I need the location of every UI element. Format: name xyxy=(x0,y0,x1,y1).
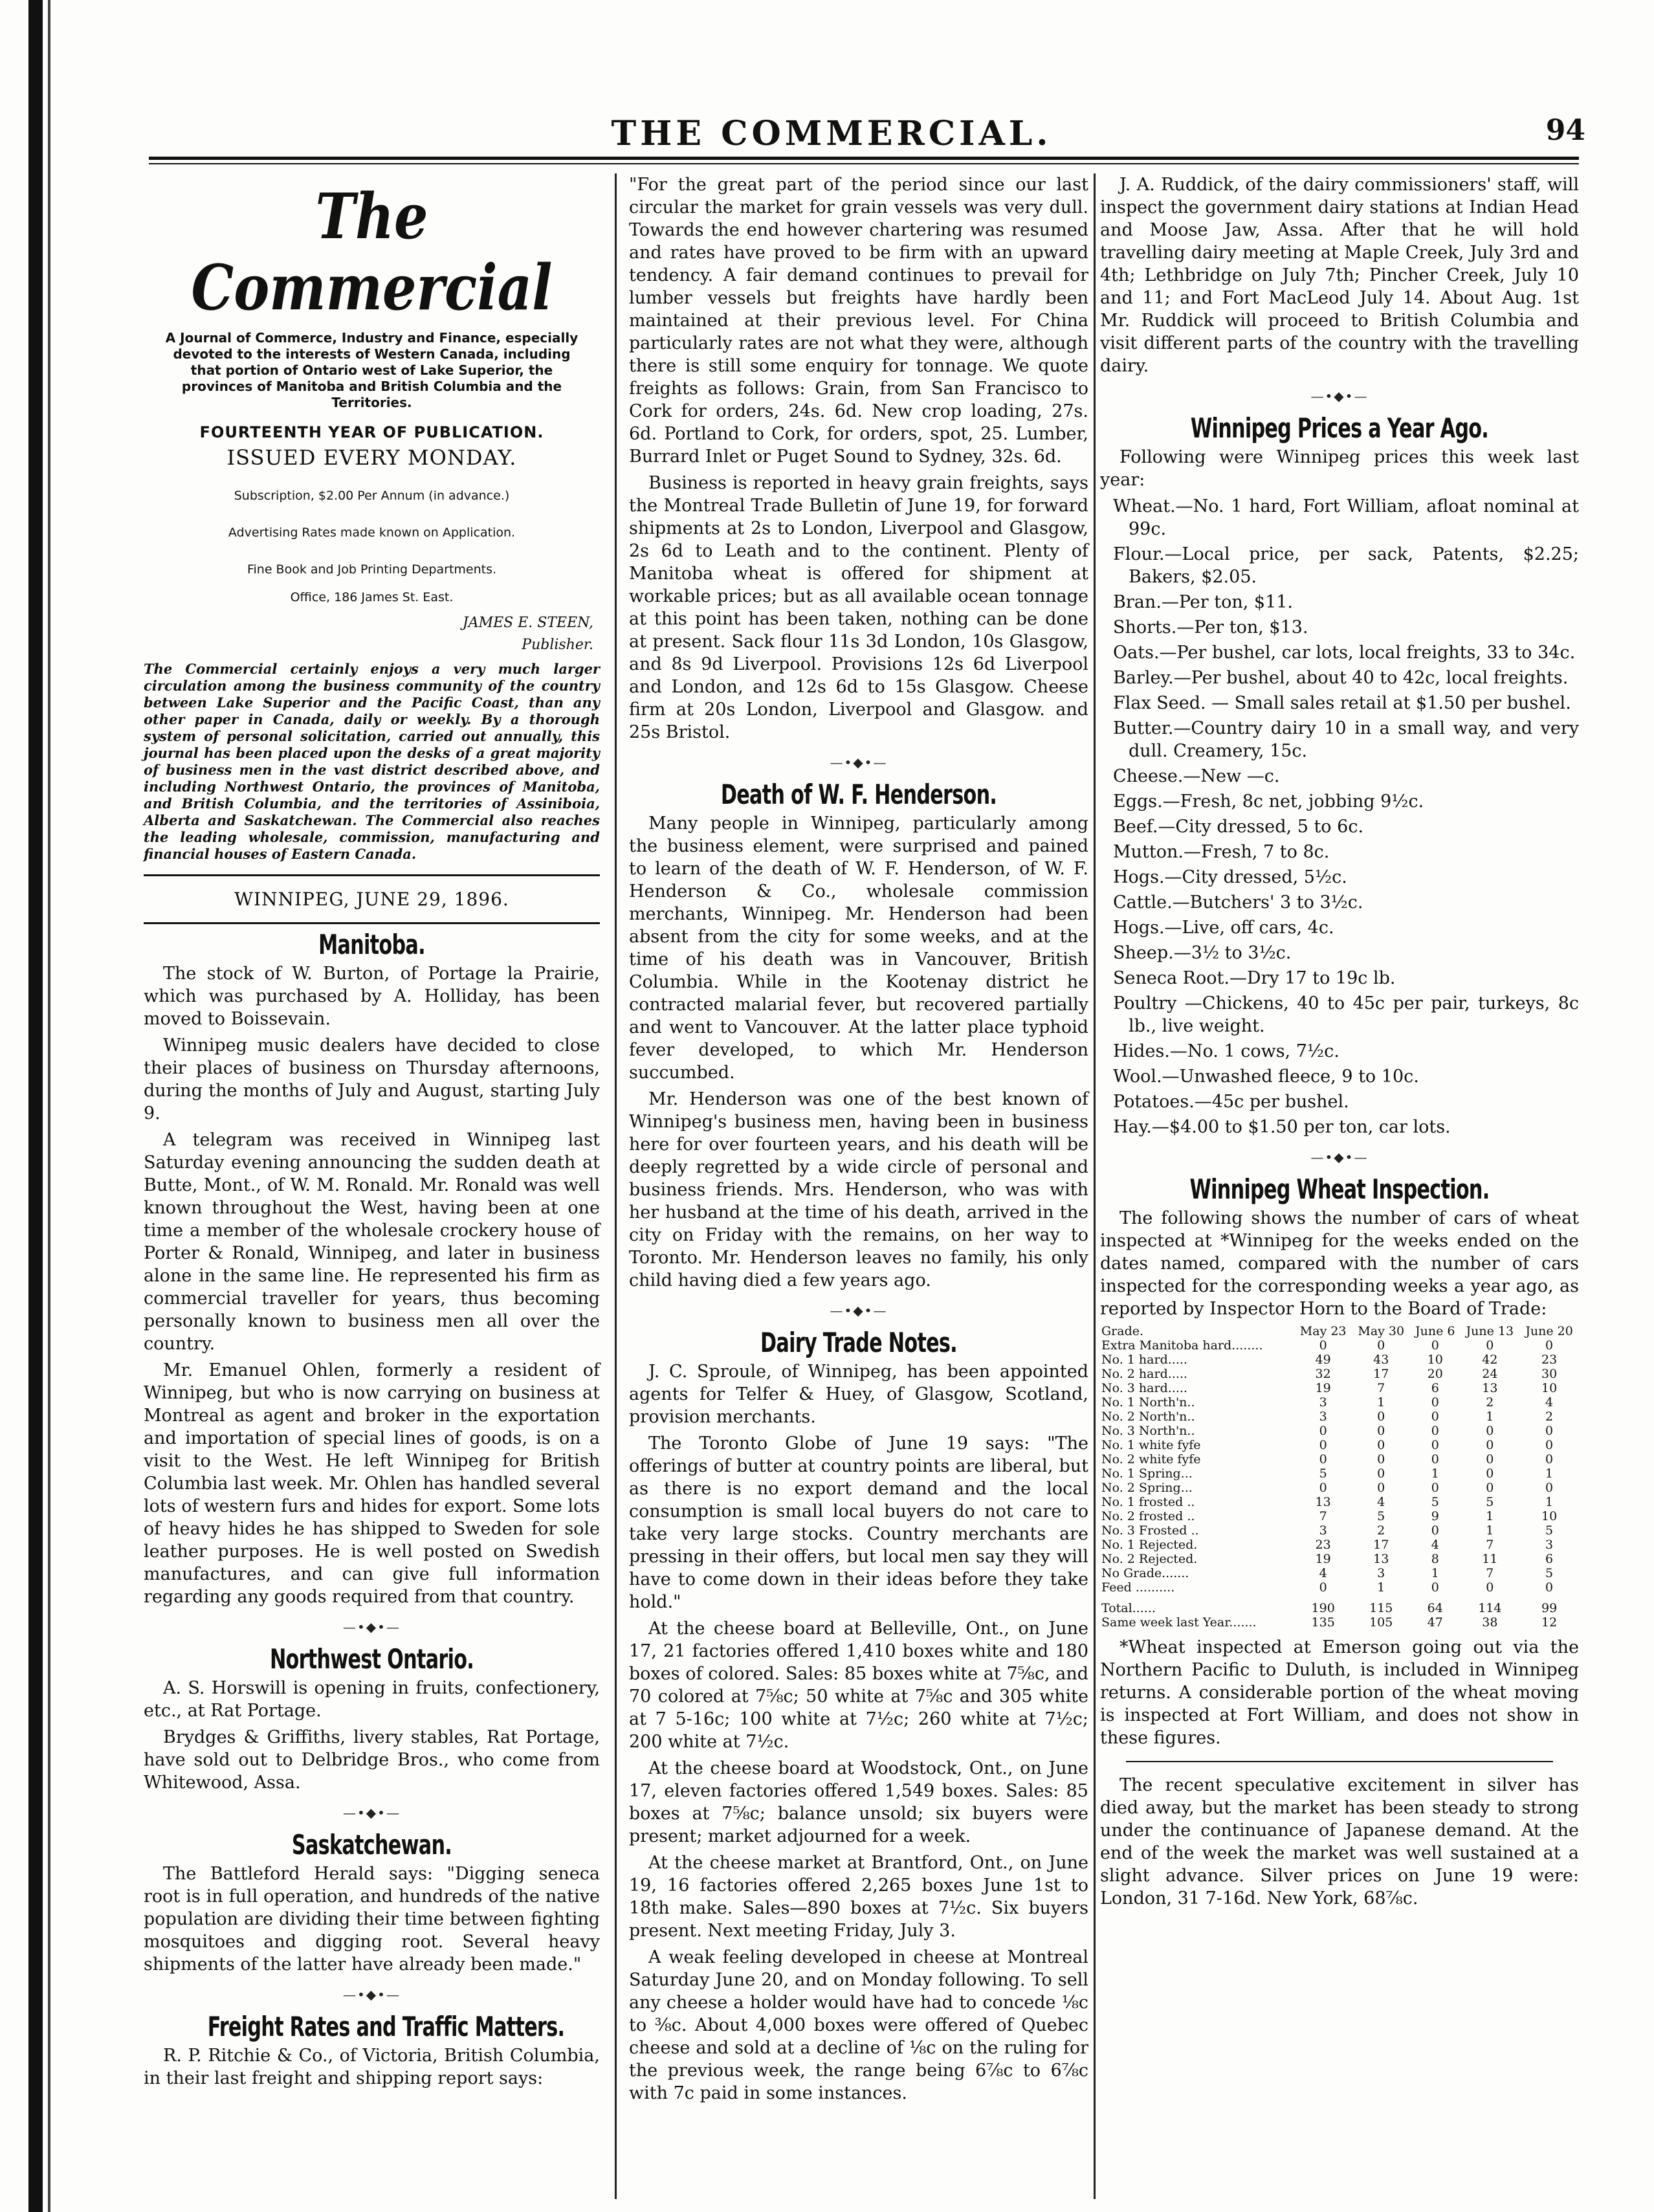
count-cell: 0 xyxy=(1319,1438,1327,1452)
grade-cell: No. 2 Spring... xyxy=(1101,1481,1193,1495)
total-cell: 114 xyxy=(1478,1601,1502,1615)
count-cell: 0 xyxy=(1486,1424,1494,1438)
grade-cell: No. 1 white fyfe xyxy=(1101,1438,1201,1452)
grade-cell: No. 1 Rejected. xyxy=(1101,1538,1198,1552)
masthead-printing: Fine Book and Job Printing Departments. xyxy=(247,562,497,577)
prices-heading: Winnipeg Prices a Year Ago. xyxy=(1190,412,1489,444)
table-row xyxy=(1100,1481,1579,1495)
manitoba-heading: Manitoba. xyxy=(318,929,425,960)
price-item: Cattle.—Butchers' 3 to 3½c. xyxy=(1113,892,1363,912)
count-cell: 0 xyxy=(1545,1438,1554,1452)
table-row xyxy=(1100,1538,1579,1552)
column-1 xyxy=(144,173,600,2094)
table-row xyxy=(1100,1381,1579,1395)
table-row xyxy=(1100,1395,1579,1410)
northwest-heading: Northwest Ontario. xyxy=(269,1643,474,1675)
count-cell: 2 xyxy=(1486,1395,1494,1410)
dairy-p4: At the cheese board at Woodstock, Ont., on June 17, eleven factories offered 1,549 boxes. Sales: 85 boxes at 7⅝c; balance unsold; six buyers were present; market adjourned for a week. xyxy=(629,1758,1088,1846)
section-separator: —•◆•— xyxy=(830,755,888,770)
death-heading: Death of W. F. Henderson. xyxy=(720,779,997,810)
count-cell: 5 xyxy=(1431,1495,1439,1509)
count-cell: 5 xyxy=(1545,1566,1554,1580)
count-cell: 0 xyxy=(1545,1481,1554,1495)
count-cell: 0 xyxy=(1545,1424,1554,1438)
total-cell: 190 xyxy=(1311,1601,1335,1615)
count-cell: 1 xyxy=(1545,1495,1554,1509)
count-cell: 0 xyxy=(1431,1410,1439,1424)
count-cell: 0 xyxy=(1319,1338,1327,1353)
table-row xyxy=(1100,1509,1579,1523)
count-cell: 0 xyxy=(1431,1580,1439,1595)
count-cell: 0 xyxy=(1377,1466,1385,1481)
total-label: Total...... xyxy=(1101,1601,1156,1615)
grade-cell: No. 3 hard..... xyxy=(1101,1381,1187,1395)
price-item: Wheat.—No. 1 hard, Fort William, afloat nominal at 99c. xyxy=(1113,496,1579,539)
count-cell: 32 xyxy=(1315,1367,1331,1381)
count-cell: 1 xyxy=(1431,1466,1439,1481)
dateline-rule xyxy=(144,922,600,924)
count-cell: 0 xyxy=(1377,1438,1385,1452)
table-row xyxy=(1100,1353,1579,1367)
last-year-cell: 105 xyxy=(1369,1615,1393,1630)
saskatchewan-p1: The Battleford Herald says: "Digging seneca root is in full operation, and hundreds of the native population are dividing their time between fighting mosquitoes and digging root. Several heavy shipments of the latter have already been made." xyxy=(144,1864,600,1974)
count-cell: 6 xyxy=(1545,1552,1554,1566)
grade-cell: Extra Manitoba hard........ xyxy=(1101,1338,1263,1353)
masthead-notice: The Commercial certainly enjoys a very much larger circulation among the business community of the country between Lake Superior and the Pacific Coast, than any other paper in Canada, daily or weekly. By a thorough system of personal solicitation, carried out annually, this journal has been placed upon the desks of a great majority of business men in the vast district described above, and including Northwest Ontario, the provinces of Manitoba, and British Columbia, and the territories of Assiniboia, Alberta and Saskatchewan. The Commercial also reaches the leading wholesale, commission, manufacturing and financial houses of Eastern Canada. xyxy=(144,661,600,862)
count-cell: 0 xyxy=(1431,1452,1439,1466)
total-cell: 64 xyxy=(1427,1601,1443,1615)
grade-cell: No. 3 Frosted .. xyxy=(1101,1523,1199,1538)
freight-p2: "For the great part of the period since our last circular the market for grain vessels was very dull. Towards the end however chartering was resumed and rates have proved to be firm with an upward tendency. A fair demand continues to prevail for lumber vessels but freights have hardly been maintained at their previous level. For China particularly rates are not what they were, although there is still some enquiry for tonnage. We quote freights as follows: Grain, from San Francisco to Cork for orders, 24s. 6d. New crop loading, 27s. 6d. Portland to Cork, for orders, spot, 25. Lumber, Burrard Inlet or Puget Sound to Sydney, 32s. 6d. xyxy=(629,175,1088,467)
count-cell: 5 xyxy=(1486,1495,1494,1509)
count-cell: 13 xyxy=(1482,1381,1498,1395)
count-cell: 4 xyxy=(1377,1495,1385,1509)
column-2 xyxy=(629,173,1088,2108)
grade-cell: No. 1 North'n.. xyxy=(1101,1395,1195,1410)
count-cell: 5 xyxy=(1545,1523,1554,1538)
count-cell: 3 xyxy=(1377,1566,1385,1580)
count-cell: 43 xyxy=(1373,1353,1389,1367)
price-item: Flax Seed. — Small sales retail at $1.50 per bushel. xyxy=(1113,693,1571,713)
price-item: Bran.—Per ton, $11. xyxy=(1113,592,1294,612)
count-cell: 49 xyxy=(1315,1353,1331,1367)
dairy-p2: The Toronto Globe of June 19 says: "The offerings of butter at country points are liberal, but as there is no export demand and the local consumption is small local buyers do not care to take very large stocks. Country merchants are pressing in their offers, but local men say they will have to come down in their ideas before they take hold." xyxy=(629,1433,1088,1612)
dairy-heading: Dairy Trade Notes. xyxy=(760,1327,957,1358)
count-cell: 3 xyxy=(1545,1538,1554,1552)
masthead-advertising: Advertising Rates made known on Application. xyxy=(228,525,516,540)
saskatchewan-heading: Saskatchewan. xyxy=(291,1829,452,1861)
inspection-column-header: June 6 xyxy=(1415,1324,1455,1338)
table-row xyxy=(1100,1523,1579,1538)
table-row xyxy=(1100,1338,1579,1353)
table-row xyxy=(1100,1552,1579,1566)
count-cell: 7 xyxy=(1486,1538,1494,1552)
count-cell: 3 xyxy=(1319,1523,1327,1538)
inspection-column-header: June 20 xyxy=(1525,1324,1573,1338)
price-item: Mutton.—Fresh, 7 to 8c. xyxy=(1113,842,1330,862)
last-year-row xyxy=(1100,1615,1579,1630)
count-cell: 1 xyxy=(1377,1395,1385,1410)
count-cell: 0 xyxy=(1486,1338,1494,1353)
price-item: Oats.—Per bushel, car lots, local freights, 33 to 34c. xyxy=(1113,643,1576,663)
section-separator: —•◆•— xyxy=(343,1987,401,2002)
count-cell: 17 xyxy=(1373,1367,1389,1381)
price-item: Hides.—No. 1 cows, 7½c. xyxy=(1113,1041,1340,1061)
count-cell: 0 xyxy=(1545,1580,1554,1595)
count-cell: 13 xyxy=(1373,1552,1389,1566)
dairy-p6: A weak feeling developed in cheese at Montreal Saturday June 20, and on Monday following. To sell any cheese a holder would have had to concede ⅛c to ⅜c. About 4,000 boxes were offered of Quebec cheese and sold at a decline of ⅛c on the ruling for the previous week, the range being 6⅞c to 6⅞c with 7c paid in some instances. xyxy=(629,1947,1088,2103)
count-cell: 2 xyxy=(1545,1410,1554,1424)
last-year-label: Same week last Year....... xyxy=(1101,1615,1257,1630)
count-cell: 0 xyxy=(1486,1466,1494,1481)
grade-cell: Feed .......... xyxy=(1101,1580,1175,1595)
dairy-p1: J. C. Sproule, of Winnipeg, has been appointed agents for Telfer & Huey, of Glasgow, Scotland, provision merchants. xyxy=(629,1362,1088,1427)
silver-p1: The recent speculative excitement in silver has died away, but the market has been steady to strong under the continuance of Japanese demand. At the end of the week the market was well sustained at a slight advance. Silver prices on June 19 were: London, 31 7-16d. New York, 68⅞c. xyxy=(1100,1775,1579,1908)
count-cell: 19 xyxy=(1315,1552,1331,1566)
count-cell: 3 xyxy=(1319,1410,1327,1424)
masthead-title: The Commercial xyxy=(191,180,553,324)
grade-cell: No. 2 North'n.. xyxy=(1101,1410,1195,1424)
last-year-cell: 47 xyxy=(1427,1615,1443,1630)
page-spine-edge xyxy=(48,0,50,2212)
last-year-cell: 12 xyxy=(1541,1615,1558,1630)
grade-cell: No. 1 frosted .. xyxy=(1101,1495,1195,1509)
count-cell: 0 xyxy=(1486,1438,1494,1452)
manitoba-p3: A telegram was received in Winnipeg last Saturday evening announcing the sudden death at Butte, Mont., of W. M. Ronald. Mr. Ronald was well known throughout the West, having been at one time a member of the wholesale crockery house of Porter & Ronald, Winnipeg, and later in business alone in the same line. He represented his firm as commercial traveller for years, thus becoming personally known to business men all over the country. xyxy=(144,1130,600,1354)
prices-intro: Following were Winnipeg prices this week last year: xyxy=(1100,447,1579,490)
count-cell: 8 xyxy=(1431,1552,1439,1566)
count-cell: 7 xyxy=(1486,1566,1494,1580)
table-row xyxy=(1100,1566,1579,1580)
table-row xyxy=(1100,1438,1579,1452)
grade-cell: No. 2 frosted .. xyxy=(1101,1509,1195,1523)
inspection-table xyxy=(1100,1324,1579,1630)
count-cell: 4 xyxy=(1545,1395,1554,1410)
count-cell: 0 xyxy=(1377,1481,1385,1495)
count-cell: 0 xyxy=(1486,1481,1494,1495)
masthead-year-line: FOURTEENTH YEAR OF PUBLICATION. xyxy=(199,423,544,441)
table-row xyxy=(1100,1452,1579,1466)
count-cell: 0 xyxy=(1545,1338,1554,1353)
count-cell: 4 xyxy=(1319,1566,1327,1580)
count-cell: 0 xyxy=(1431,1424,1439,1438)
header-rule-thin xyxy=(149,163,1579,164)
total-cell: 99 xyxy=(1541,1601,1558,1615)
masthead-publisher-name: JAMES E. STEEN, xyxy=(462,615,593,631)
section-separator: —•◆•— xyxy=(1310,388,1369,404)
header-rule xyxy=(149,157,1579,160)
newspaper-title: THE COMMERCIAL. xyxy=(611,114,1052,153)
inspection-column-header: May 30 xyxy=(1358,1324,1405,1338)
count-cell: 0 xyxy=(1377,1338,1385,1353)
dairy-p7: J. A. Ruddick, of the dairy commissioners' staff, will inspect the government dairy stations at Indian Head and Moose Jaw, Assa. After that he will hold travelling dairy meeting at Maple Creek, July 3rd and 4th; Lethbridge on July 7th; Pincher Creek, July 10 and 11; and Fort MacLeod July 14. About Aug. 1st Mr. Ruddick will proceed to British Columbia and visit different parts of the country with the travelling dairy. xyxy=(1100,175,1579,376)
total-row xyxy=(1100,1595,1579,1615)
inspection-intro: The following shows the number of cars of wheat inspected at *Winnipeg for the weeks ended on the dates named, compared with the number of cars inspected for the corresponding weeks a year ago, as reported by Inspector Horn to the Board of Trade: xyxy=(1100,1208,1579,1319)
count-cell: 2 xyxy=(1377,1523,1385,1538)
price-item: Beef.—City dressed, 5 to 6c. xyxy=(1113,817,1364,837)
count-cell: 9 xyxy=(1431,1509,1439,1523)
page-spine xyxy=(28,0,43,2212)
prices-list xyxy=(1100,495,1579,1138)
count-cell: 10 xyxy=(1541,1509,1558,1523)
count-cell: 19 xyxy=(1315,1381,1331,1395)
death-p2: Mr. Henderson was one of the best known of Winnipeg's business men, having been in business here for over fourteen years, and his death will be deeply regretted by a wide circle of personal and business friends. Mrs. Henderson, who was with her husband at the time of his death, arrived in the city on Friday with the remains, on her way to Toronto. Mr. Henderson leaves no family, his only child having died a few years ago. xyxy=(629,1089,1088,1290)
count-cell: 0 xyxy=(1431,1481,1439,1495)
column-divider-1 xyxy=(615,173,617,2199)
count-cell: 1 xyxy=(1377,1580,1385,1595)
grade-cell: No. 2 Rejected. xyxy=(1101,1552,1198,1566)
section-separator: —•◆•— xyxy=(830,1303,888,1318)
count-cell: 7 xyxy=(1319,1509,1327,1523)
section-separator: —•◆•— xyxy=(343,1805,401,1820)
price-item: Barley.—Per bushel, about 40 to 42c, local freights. xyxy=(1113,668,1569,688)
grade-cell: No. 1 hard..... xyxy=(1101,1353,1187,1367)
count-cell: 1 xyxy=(1545,1466,1554,1481)
count-cell: 0 xyxy=(1431,1395,1439,1410)
count-cell: 0 xyxy=(1319,1580,1327,1595)
table-row xyxy=(1100,1466,1579,1481)
count-cell: 10 xyxy=(1427,1353,1443,1367)
grade-cell: No. 1 Spring... xyxy=(1101,1466,1193,1481)
masthead-office: Office, 186 James St. East. xyxy=(290,590,454,604)
price-item: Hogs.—City dressed, 5½c. xyxy=(1113,867,1347,887)
price-item: Seneca Root.—Dry 17 to 19c lb. xyxy=(1113,968,1396,988)
northwest-p2: Brydges & Griffiths, livery stables, Rat Portage, have sold out to Delbridge Bros., who come from Whitewood, Assa. xyxy=(144,1727,600,1793)
count-cell: 1 xyxy=(1486,1410,1494,1424)
count-cell: 42 xyxy=(1482,1353,1498,1367)
manitoba-p4: Mr. Emanuel Ohlen, formerly a resident of Winnipeg, but who is now carrying on business at Montreal as agent and broker in the exportation and importation of special lines of goods, is on a visit to the West. He left Winnipeg for British Columbia last week. Mr. Ohlen has handled several lots of western furs and hides for export. Some lots of heavy hides he has shipped to Sweden for sole leather purposes. He is well posted on Swedish manufactures, and can give full information regarding any goods required from that country. xyxy=(144,1360,600,1607)
count-cell: 10 xyxy=(1541,1381,1558,1395)
price-item: Shorts.—Per ton, $13. xyxy=(1113,617,1308,637)
count-cell: 0 xyxy=(1486,1452,1494,1466)
table-row xyxy=(1100,1367,1579,1381)
count-cell: 7 xyxy=(1377,1381,1385,1395)
masthead-publisher-label: Publisher. xyxy=(522,637,593,653)
price-item: Cheese.—New —c. xyxy=(1113,766,1280,786)
northwest-p1: A. S. Horswill is opening in fruits, confectionery, etc., at Rat Portage. xyxy=(144,1678,600,1721)
table-row xyxy=(1100,1410,1579,1424)
price-item: Butter.—Country dairy 10 in a small way, and very dull. Creamery, 15c. xyxy=(1113,718,1579,761)
count-cell: 0 xyxy=(1319,1452,1327,1466)
freight-p3: Business is reported in heavy grain freights, says the Montreal Trade Bulletin of June 19, for forward shipments at 2s to London, Liverpool and Glasgow, 2s 6d to Leath and to the continent. Plenty of Manitoba wheat is offered for shipment at workable prices; but as all available ocean tonnage at this point has been taken, nothing can be done at present. Sack flour 11s 3d London, 10s Glasgow, and 8s 9d Liverpool. Provisions 12s 6d Liverpool and London, and 12s 6d to 15s Glasgow. Cheese firm at 20s London, Liverpool and Glasgow. and 25s Bristol. xyxy=(629,473,1088,742)
count-cell: 23 xyxy=(1541,1353,1558,1367)
section-separator: —•◆•— xyxy=(1310,1149,1369,1165)
manitoba-p2: Winnipeg music dealers have decided to close their places of business on Thursday afternoons, during the months of July and August, starting July 9. xyxy=(144,1035,600,1123)
silver-rule xyxy=(1126,1761,1553,1762)
price-item: Hogs.—Live, off cars, 4c. xyxy=(1113,918,1334,938)
price-item: Hay.—$4.00 to $1.50 per ton, car lots. xyxy=(1113,1117,1451,1137)
count-cell: 0 xyxy=(1431,1338,1439,1353)
masthead-description: A Journal of Commerce, Industry and Finance, especially devoted to the interests of Western Canada, including that portion of Ontario west of Lake Superior, the provinces of Manitoba and British Columbia and the Territories. xyxy=(165,330,579,410)
price-item: Eggs.—Fresh, 8c net, jobbing 9½c. xyxy=(1113,791,1424,812)
inspection-column-header: June 13 xyxy=(1466,1324,1514,1338)
count-cell: 1 xyxy=(1486,1523,1494,1538)
count-cell: 5 xyxy=(1319,1466,1327,1481)
masthead-issued: ISSUED EVERY MONDAY. xyxy=(226,445,517,470)
table-row xyxy=(1100,1495,1579,1509)
dairy-p3: At the cheese board at Belleville, Ont., on June 17, 21 factories offered 1,410 boxes white and 180 boxes of colored. Sales: 85 boxes white at 7⅝c, and 70 colored at 7⅝c; 50 white at 7⅝c and 305 white at 7 5-16c; 100 white at 7½c; 260 white at 7½c; 200 white at 7½c. xyxy=(629,1619,1088,1752)
count-cell: 0 xyxy=(1319,1424,1327,1438)
inspection-column-header: May 23 xyxy=(1299,1324,1347,1338)
count-cell: 11 xyxy=(1482,1552,1498,1566)
count-cell: 1 xyxy=(1431,1566,1439,1580)
freight-heading: Freight Rates and Traffic Matters. xyxy=(207,2011,565,2042)
count-cell: 5 xyxy=(1377,1509,1385,1523)
count-cell: 0 xyxy=(1431,1438,1439,1452)
dateline: WINNIPEG, JUNE 29, 1896. xyxy=(234,889,509,910)
dairy-p5: At the cheese market at Brantford, Ont., on June 19, 16 factories offered 2,265 boxes June 1st to 18th make. Sales—890 boxes at 7½c. Six buyers present. Next meeting Friday, July 3. xyxy=(629,1853,1088,1941)
count-cell: 3 xyxy=(1319,1395,1327,1410)
count-cell: 20 xyxy=(1427,1367,1443,1381)
freight-p1: R. P. Ritchie & Co., of Victoria, British Columbia, in their last freight and shipping report says: xyxy=(144,2046,600,2088)
column-divider-2 xyxy=(1094,173,1096,2199)
count-cell: 17 xyxy=(1373,1538,1389,1552)
count-cell: 1 xyxy=(1486,1509,1494,1523)
price-item: Wool.—Unwashed fleece, 9 to 10c. xyxy=(1113,1067,1419,1087)
grade-cell: No. 3 North'n.. xyxy=(1101,1424,1195,1438)
price-item: Flour.—Local price, per sack, Patents, $2.25; Bakers, $2.05. xyxy=(1113,544,1579,587)
count-cell: 0 xyxy=(1486,1580,1494,1595)
column-3 xyxy=(1100,173,1579,1914)
count-cell: 4 xyxy=(1431,1538,1439,1552)
grade-cell: No Grade....... xyxy=(1101,1566,1189,1580)
price-item: Poultry —Chickens, 40 to 45c per pair, turkeys, 8c lb., live weight. xyxy=(1113,993,1579,1036)
table-row xyxy=(1100,1424,1579,1438)
inspection-column-header: Grade. xyxy=(1101,1324,1144,1338)
inspection-heading: Winnipeg Wheat Inspection. xyxy=(1189,1173,1490,1205)
count-cell: 0 xyxy=(1377,1424,1385,1438)
last-year-cell: 135 xyxy=(1311,1615,1335,1630)
count-cell: 6 xyxy=(1431,1381,1439,1395)
masthead-subscription: Subscription, $2.00 Per Annum (in advance.) xyxy=(234,489,510,503)
inspection-footnote: *Wheat inspected at Emerson going out via the Northern Pacific to Duluth, is included in Winnipeg returns. A considerable portion of the wheat moving is inspected at Fort William, and does not show in these figures. xyxy=(1100,1637,1579,1748)
death-p1: Many people in Winnipeg, particularly among the business element, were surprised and pained to learn of the death of W. F. Henderson, of W. F. Henderson & Co., wholesale commission merchants, Winnipeg. Mr. Henderson had been absent from the city for some weeks, and at the time of his death was in Vancouver, British Columbia. While in the Kootenay district he contracted malarial fever, but recovered partially and went to Vancouver. At the latter place typhoid fever developed, to which Mr. Henderson succumbed. xyxy=(629,813,1088,1083)
count-cell: 0 xyxy=(1377,1452,1385,1466)
manitoba-p1: The stock of W. Burton, of Portage la Prairie, which was purchased by A. Holliday, has been moved to Boissevain. xyxy=(144,964,600,1029)
price-item: Sheep.—3½ to 3½c. xyxy=(1113,943,1292,963)
count-cell: 23 xyxy=(1315,1538,1331,1552)
grade-cell: No. 2 hard..... xyxy=(1101,1367,1187,1381)
page-number: 94 xyxy=(1545,114,1585,147)
masthead-rule xyxy=(144,874,600,876)
count-cell: 0 xyxy=(1377,1410,1385,1424)
section-separator: —•◆•— xyxy=(343,1619,401,1635)
last-year-cell: 38 xyxy=(1482,1615,1498,1630)
price-item: Potatoes.—45c per bushel. xyxy=(1113,1092,1349,1112)
table-row xyxy=(1100,1580,1579,1595)
count-cell: 30 xyxy=(1541,1367,1558,1381)
count-cell: 0 xyxy=(1319,1481,1327,1495)
total-cell: 115 xyxy=(1369,1601,1393,1615)
count-cell: 0 xyxy=(1431,1523,1439,1538)
count-cell: 0 xyxy=(1545,1452,1554,1466)
grade-cell: No. 2 white fyfe xyxy=(1101,1452,1201,1466)
count-cell: 13 xyxy=(1315,1495,1331,1509)
page-header xyxy=(78,114,1585,153)
count-cell: 24 xyxy=(1482,1367,1498,1381)
